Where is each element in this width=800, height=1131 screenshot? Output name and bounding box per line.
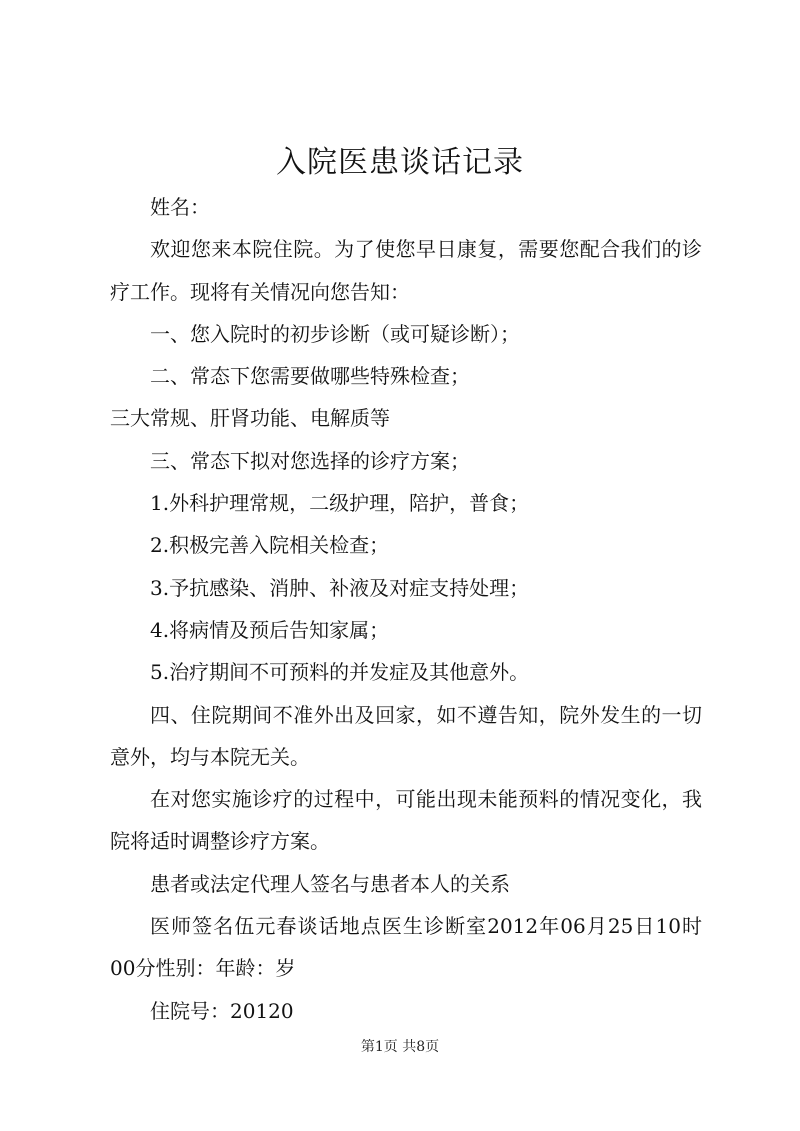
paragraph-hospital-rules: 四、住院期间不准外出及回家，如不遵告知，院外发生的一切意外，均与本院无关。 bbox=[110, 702, 702, 769]
document-title: 入院医患谈话记录 bbox=[276, 145, 524, 180]
paragraph-treatment-plan: 三、常态下拟对您选择的诊疗方案； bbox=[150, 448, 470, 473]
list-item-3: 3.予抗感染、消肿、补液及对症支持处理； bbox=[150, 575, 530, 600]
page-footer: 第1页 共8页 bbox=[360, 1039, 440, 1055]
paragraph-plan-adjustment: 在对您实施诊疗的过程中，可能出现未能预料的情况变化，我院将适时调整诊疗方案。 bbox=[110, 787, 702, 854]
paragraph-patient-signature: 患者或法定代理人签名与患者本人的关系 bbox=[150, 871, 510, 896]
paragraph-routine-tests: 三大常规、肝肾功能、电解质等 bbox=[110, 406, 390, 431]
document-body bbox=[110, 186, 702, 1032]
paragraph-special-exams: 二、常态下您需要做哪些特殊检查； bbox=[150, 364, 470, 389]
paragraph-initial-diagnosis: 一、您入院时的初步诊断（或可疑诊断）； bbox=[150, 321, 520, 346]
list-item-2: 2.积极完善入院相关检查； bbox=[150, 533, 390, 558]
list-item-5: 5.治疗期间不可预料的并发症及其他意外。 bbox=[150, 660, 530, 685]
list-item-1: 1.外科护理常规，二级护理，陪护，普食； bbox=[150, 491, 530, 516]
paragraph-welcome: 欢迎您来本院住院。为了使您早日康复，需要您配合我们的诊疗工作。现将有关情况向您告知： bbox=[110, 237, 702, 304]
paragraph-name: 姓名： bbox=[150, 195, 210, 219]
list-item-4: 4.将病情及预后告知家属； bbox=[150, 617, 390, 642]
paragraph-admission-number: 住院号：20120 bbox=[150, 998, 294, 1023]
paragraph-doctor-signature: 医师签名伍元春谈话地点医生诊断室2012年06月25日10时00分性别：年龄：岁 bbox=[110, 914, 702, 981]
